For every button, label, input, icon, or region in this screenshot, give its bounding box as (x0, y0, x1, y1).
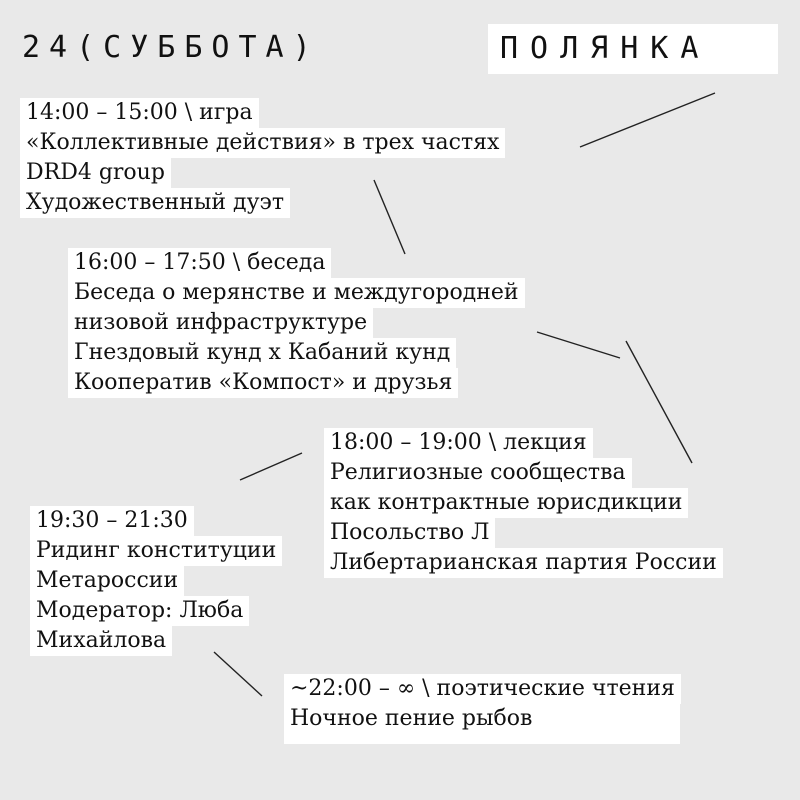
connector-line (580, 93, 715, 147)
event-line: как контрактные юрисдикции (324, 488, 688, 518)
event-line: Кооператив «Компост» и друзья (68, 368, 458, 398)
venue-label: ПОЛЯНКА (488, 24, 778, 74)
event-time: 18:00 – 19:00 \ лекция (324, 428, 593, 458)
event-line: Модератор: Люба (30, 596, 249, 626)
event-line: Художественный дуэт (20, 188, 290, 218)
connector-line (214, 652, 262, 696)
event-line: Ночное пение рыбов (284, 704, 680, 744)
event-time: 16:00 – 17:50 \ беседа (68, 248, 331, 278)
event-line: низовой инфраструктуре (68, 308, 373, 338)
connector-line (240, 453, 302, 480)
connector-line (374, 180, 405, 254)
event-line: Метароссии (30, 566, 184, 596)
connector-line (626, 341, 692, 463)
event-line: Беседа о мерянстве и междугородней (68, 278, 525, 308)
event-line: Гнездовый кунд х Кабаний кунд (68, 338, 456, 368)
event-line: DRD4 group (20, 158, 171, 188)
connector-line (537, 332, 620, 358)
event-line: Либертарианская партия России (324, 548, 723, 578)
event-line: Михайлова (30, 626, 172, 656)
event-time: 14:00 – 15:00 \ игра (20, 98, 259, 128)
event-line: Посольство Л (324, 518, 495, 548)
event-time: ~22:00 – ∞ \ поэтические чтения (284, 674, 681, 704)
event-line: Ридинг конституции (30, 536, 282, 566)
event-line: Религиозные сообщества (324, 458, 632, 488)
date-heading: 24(СУББОТА) (22, 30, 320, 65)
event-time: 19:30 – 21:30 (30, 506, 194, 536)
event-line: «Коллективные действия» в трех частях (20, 128, 505, 158)
